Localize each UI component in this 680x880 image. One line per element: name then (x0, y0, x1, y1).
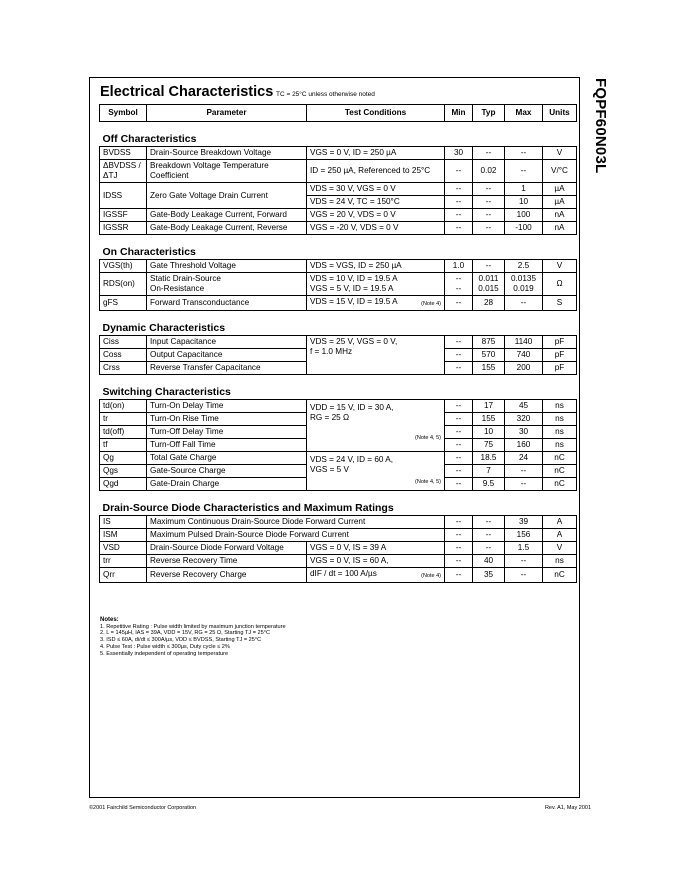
test-condition (307, 452, 445, 491)
value-line: 0.019 (513, 284, 534, 293)
min-value: -- (445, 439, 473, 452)
max-value: 24 (505, 452, 543, 465)
condition-line: f = 1.0 MHz (310, 347, 353, 356)
parameter-line: Static Drain-Source (150, 274, 221, 283)
max-value: 45 (505, 400, 543, 413)
unit: V (543, 147, 577, 160)
typ-value: 28 (473, 296, 505, 311)
typ-value: 155 (473, 413, 505, 426)
unit: µA (543, 183, 577, 196)
condition-line: VGS = 5 V (310, 465, 349, 474)
unit: pF (543, 349, 577, 362)
symbol: Qgd (100, 478, 147, 491)
table-row (100, 260, 577, 273)
unit: nC (543, 465, 577, 478)
unit: V (543, 542, 577, 555)
title-note: TC = 25°C unless otherwise noted (276, 91, 375, 98)
parameter: Gate-Body Leakage Current, Reverse (147, 222, 307, 235)
typ-value: 875 (473, 336, 505, 349)
section-on: On Characteristics (102, 246, 196, 258)
col-min: Min (445, 105, 473, 122)
max-value: -100 (505, 222, 543, 235)
max-value: -- (505, 555, 543, 568)
value-line: 0.011 (478, 274, 499, 283)
max-value: 39 (505, 516, 543, 529)
symbol: IS (100, 516, 147, 529)
unit: S (543, 296, 577, 311)
typ-value: 7 (473, 465, 505, 478)
header-row (100, 105, 577, 122)
section-switching: Switching Characteristics (102, 386, 231, 398)
typ-value: 40 (473, 555, 505, 568)
typ-value: 10 (473, 426, 505, 439)
min-value: -- (445, 568, 473, 583)
symbol: BVDSS (100, 147, 147, 160)
max-value: -- (505, 568, 543, 583)
symbol: Qrr (100, 568, 147, 583)
min-value: -- (445, 160, 473, 183)
parameter: Maximum Pulsed Drain-Source Diode Forward Current (147, 529, 445, 542)
typ-value: -- (473, 542, 505, 555)
symbol: Crss (100, 362, 147, 375)
symbol: VGS(th) (100, 260, 147, 273)
min-value: -- (445, 196, 473, 209)
typ-value: 155 (473, 362, 505, 375)
typ-value (473, 273, 505, 296)
parameter: Reverse Recovery Time (147, 555, 307, 568)
footer-copyright: ©2001 Fairchild Semiconductor Corporation (89, 805, 197, 811)
col-parameter: Parameter (147, 105, 307, 122)
unit: pF (543, 362, 577, 375)
max-value: 10 (505, 196, 543, 209)
note-ref: (Note 4) (421, 301, 441, 307)
min-value: 30 (445, 147, 473, 160)
unit: nC (543, 452, 577, 465)
symbol: trr (100, 555, 147, 568)
parameter: Maximum Continuous Drain-Source Diode Forward Current (147, 516, 445, 529)
table-row (100, 529, 577, 542)
col-units: Units (543, 105, 577, 122)
value-line: 0.0135 (510, 274, 537, 283)
max-value: -- (505, 465, 543, 478)
unit: ns (543, 555, 577, 568)
table-row (100, 147, 577, 160)
test-condition: VGS = 20 V, VDS = 0 V (307, 209, 445, 222)
typ-value: 0.02 (473, 160, 505, 183)
col-test-conditions: Test Conditions (307, 105, 445, 122)
page-title: Electrical Characteristics (100, 84, 274, 100)
typ-value: -- (473, 260, 505, 273)
symbol: IGSSF (100, 209, 147, 222)
test-condition: VDS = 24 V, TC = 150°C (307, 196, 445, 209)
note-item: 3. ISD ≤ 60A, di/dt ≤ 300A/µs, VDD ≤ BVDSS, Starting TJ = 25°C (100, 637, 262, 644)
typ-value: 35 (473, 568, 505, 583)
min-value: -- (445, 349, 473, 362)
max-value: 2.5 (505, 260, 543, 273)
condition-text: dIF / dt = 100 A/µs (310, 569, 377, 578)
typ-value: -- (473, 147, 505, 160)
parameter: Total Gate Charge (147, 452, 307, 465)
footer-revision: Rev. A1, May 2001 (544, 805, 591, 811)
spec-table (99, 104, 577, 583)
parameter: Reverse Recovery Charge (147, 568, 307, 583)
symbol: IGSSR (100, 222, 147, 235)
value-line: 0.015 (478, 284, 499, 293)
condition-line: RG = 25 Ω (310, 413, 350, 422)
note-item: 1. Repetitive Rating : Pulse width limited by maximum junction temperature (100, 623, 286, 630)
test-condition: VDS = VGS, ID = 250 µA (307, 260, 445, 273)
condition-line: VDS = 10 V, ID = 19.5 A (310, 274, 398, 283)
condition-line: VGS = 5 V, ID = 19.5 A (310, 284, 394, 293)
max-value: 1 (505, 183, 543, 196)
parameter: Turn-Off Fall Time (147, 439, 307, 452)
note-item: 5. Essentially independent of operating temperature (100, 650, 229, 657)
max-value: -- (505, 478, 543, 491)
test-condition: VDS = 30 V, VGS = 0 V (307, 183, 445, 196)
note-ref: (Note 4, 5) (415, 479, 441, 485)
unit: nC (543, 568, 577, 583)
symbol: Qgs (100, 465, 147, 478)
max-value: 156 (505, 529, 543, 542)
max-value: -- (505, 147, 543, 160)
min-value: -- (445, 400, 473, 413)
condition-line: VDS = 25 V, VGS = 0 V, (310, 337, 398, 346)
unit: nC (543, 478, 577, 491)
min-value: -- (445, 209, 473, 222)
side-part-number: FQPF60N03L (592, 78, 609, 174)
min-value (445, 273, 473, 296)
min-value: -- (445, 478, 473, 491)
unit: µA (543, 196, 577, 209)
parameter: Turn-On Rise Time (147, 413, 307, 426)
parameter: Gate-Source Charge (147, 465, 307, 478)
table-row (100, 336, 577, 349)
notes (100, 617, 286, 657)
symbol: Coss (100, 349, 147, 362)
test-condition (307, 273, 445, 296)
test-condition: VGS = 0 V, IS = 60 A, (307, 555, 445, 568)
unit: ns (543, 426, 577, 439)
min-value: 1.0 (445, 260, 473, 273)
value-line: -- (455, 274, 462, 283)
parameter: Gate-Body Leakage Current, Forward (147, 209, 307, 222)
symbol: ΔBVDSS / ΔTJ (100, 160, 147, 183)
table-row (100, 160, 577, 183)
max-value: 160 (505, 439, 543, 452)
typ-value: -- (473, 183, 505, 196)
notes-heading: Notes: (100, 617, 119, 623)
unit: A (543, 529, 577, 542)
max-value: -- (505, 160, 543, 183)
unit: ns (543, 413, 577, 426)
condition-line: VDD = 15 V, ID = 30 A, (310, 403, 394, 412)
symbol: tf (100, 439, 147, 452)
value-line: -- (455, 284, 462, 293)
parameter-line: On-Resistance (150, 284, 205, 293)
unit: ns (543, 400, 577, 413)
table-row (100, 222, 577, 235)
col-typ: Typ (473, 105, 505, 122)
min-value: -- (445, 183, 473, 196)
parameter: Input Capacitance (147, 336, 307, 349)
max-value: 200 (505, 362, 543, 375)
unit: pF (543, 336, 577, 349)
test-condition: VGS = 0 V, IS = 39 A (307, 542, 445, 555)
symbol: IDSS (100, 183, 147, 209)
note-item: 2. L = 145µH, IAS = 39A, VDD = 15V, RG = 25 Ω, Starting TJ = 25°C (100, 630, 271, 637)
min-value: -- (445, 296, 473, 311)
symbol: RDS(on) (100, 273, 147, 296)
min-value: -- (445, 413, 473, 426)
table-row (100, 542, 577, 555)
parameter: Gate-Drain Charge (147, 478, 307, 491)
typ-value: -- (473, 196, 505, 209)
col-max: Max (505, 105, 543, 122)
note-ref: (Note 4) (421, 573, 441, 579)
min-value: -- (445, 426, 473, 439)
symbol: VSD (100, 542, 147, 555)
test-condition (307, 568, 445, 583)
unit: A (543, 516, 577, 529)
table-row (100, 296, 577, 311)
unit: V (543, 260, 577, 273)
unit: Ω (543, 273, 577, 296)
max-value: 100 (505, 209, 543, 222)
min-value: -- (445, 362, 473, 375)
max-value: 30 (505, 426, 543, 439)
typ-value: 17 (473, 400, 505, 413)
symbol: ISM (100, 529, 147, 542)
typ-value: -- (473, 209, 505, 222)
parameter: Forward Transconductance (147, 296, 307, 311)
parameter: Turn-On Delay Time (147, 400, 307, 413)
table-row (100, 400, 577, 413)
parameter: Gate Threshold Voltage (147, 260, 307, 273)
parameter: Reverse Transfer Capacitance (147, 362, 307, 375)
min-value: -- (445, 529, 473, 542)
condition-text: VDS = 15 V, ID = 19.5 A (310, 297, 398, 306)
section-diode: Drain-Source Diode Characteristics and Maximum Ratings (102, 502, 394, 514)
table-row (100, 209, 577, 222)
condition-line: VDS = 24 V, ID = 60 A, (310, 455, 393, 464)
max-value: 740 (505, 349, 543, 362)
min-value: -- (445, 555, 473, 568)
parameter: Turn-Off Delay Time (147, 426, 307, 439)
table-row (100, 273, 577, 296)
section-off: Off Characteristics (102, 133, 197, 145)
typ-value: 9.5 (473, 478, 505, 491)
unit: nA (543, 209, 577, 222)
symbol: tr (100, 413, 147, 426)
parameter: Breakdown Voltage Temperature Coefficient (147, 160, 307, 183)
parameter: Output Capacitance (147, 349, 307, 362)
typ-value: -- (473, 516, 505, 529)
unit: V/°C (543, 160, 577, 183)
parameter (147, 273, 307, 296)
note-ref: (Note 4, 5) (415, 435, 441, 441)
test-condition: ID = 250 µA, Referenced to 25°C (307, 160, 445, 183)
min-value: -- (445, 336, 473, 349)
test-condition (307, 400, 445, 452)
test-condition: VGS = -20 V, VDS = 0 V (307, 222, 445, 235)
typ-value: 75 (473, 439, 505, 452)
max-value: 320 (505, 413, 543, 426)
symbol: gFS (100, 296, 147, 311)
parameter: Drain-Source Diode Forward Voltage (147, 542, 307, 555)
table-row (100, 183, 577, 196)
typ-value: 18.5 (473, 452, 505, 465)
note-item: 4. Pulse Test : Pulse width ≤ 300µs, Duty cycle ≤ 2% (100, 643, 230, 650)
max-value: -- (505, 296, 543, 311)
unit: nA (543, 222, 577, 235)
max-value: 1140 (505, 336, 543, 349)
typ-value: 570 (473, 349, 505, 362)
section-dynamic: Dynamic Characteristics (102, 322, 226, 334)
min-value: -- (445, 452, 473, 465)
symbol: Qg (100, 452, 147, 465)
max-value (505, 273, 543, 296)
parameter: Zero Gate Voltage Drain Current (147, 183, 307, 209)
test-condition (307, 296, 445, 311)
symbol: td(off) (100, 426, 147, 439)
symbol: td(on) (100, 400, 147, 413)
table-row (100, 555, 577, 568)
col-symbol: Symbol (100, 105, 147, 122)
test-condition: VGS = 0 V, ID = 250 µA (307, 147, 445, 160)
table-row (100, 452, 577, 465)
min-value: -- (445, 542, 473, 555)
min-value: -- (445, 222, 473, 235)
typ-value: -- (473, 529, 505, 542)
test-condition (307, 336, 445, 375)
table-row (100, 516, 577, 529)
min-value: -- (445, 516, 473, 529)
min-value: -- (445, 465, 473, 478)
table-row (100, 568, 577, 583)
unit: ns (543, 439, 577, 452)
typ-value: -- (473, 222, 505, 235)
max-value: 1.5 (505, 542, 543, 555)
symbol: Ciss (100, 336, 147, 349)
parameter: Drain-Source Breakdown Voltage (147, 147, 307, 160)
